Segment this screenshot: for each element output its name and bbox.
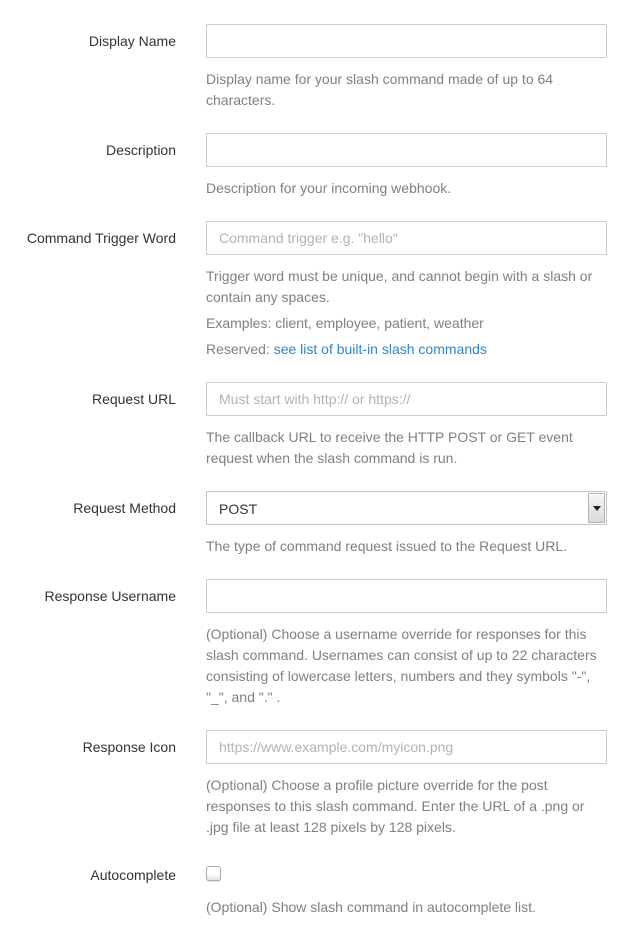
form-group-autocomplete (0, 860, 625, 918)
chevron-down-icon (593, 506, 601, 511)
display-name-input[interactable] (206, 24, 607, 58)
response-username-input[interactable] (206, 579, 607, 613)
response-username-help: (Optional) Choose a username override for responses for this slash command. Usernames can consist of up to 22 characters consisting of lowercase letters, numbers and they symbols "-", "_", and "." . (206, 626, 597, 705)
form-group-request-method (0, 491, 625, 557)
request-method-help: The type of command request issued to the Request URL. (206, 538, 568, 554)
response-username-label: Response Username (44, 588, 176, 604)
trigger-word-label: Command Trigger Word (26, 230, 176, 246)
trigger-help-examples: Examples: client, employee, patient, weather (206, 315, 484, 331)
form-group-response-icon (0, 730, 625, 838)
request-method-label: Request Method (73, 500, 176, 516)
response-icon-label: Response Icon (82, 739, 176, 755)
request-method-select[interactable] (206, 491, 607, 525)
trigger-word-input[interactable] (206, 221, 607, 255)
autocomplete-checkbox[interactable] (206, 866, 221, 881)
form-group-request-url (0, 382, 625, 469)
display-name-label: Display Name (88, 33, 176, 49)
dropdown-button[interactable] (588, 493, 605, 523)
form-group-trigger-word (0, 221, 625, 360)
request-url-input[interactable] (206, 382, 607, 416)
response-icon-help: (Optional) Choose a profile picture override for the post responses to this slash command. Enter the URL of a .png or .jpg file at least 128 pixels by 128 pixels. (206, 777, 585, 835)
form-group-display-name (0, 24, 625, 111)
reserved-prefix: Reserved: (206, 341, 274, 357)
trigger-help-unique: Trigger word must be unique, and cannot begin with a slash or contain any spaces. (206, 268, 593, 305)
autocomplete-label: Autocomplete (90, 867, 176, 883)
form-group-description (0, 133, 625, 199)
request-method-selected-value: POST (219, 501, 258, 517)
response-icon-input[interactable] (206, 730, 607, 764)
autocomplete-help: (Optional) Show slash command in autocomplete list. (206, 899, 536, 915)
builtin-commands-link[interactable]: see list of built-in slash commands (273, 341, 487, 357)
request-url-help: The callback URL to receive the HTTP POST or GET event request when the slash command is run. (206, 429, 573, 466)
request-url-label: Request URL (91, 391, 176, 407)
display-name-help: Display name for your slash command made of up to 64 characters. (206, 71, 554, 108)
form-group-response-username (0, 579, 625, 708)
trigger-help-reserved (206, 339, 607, 360)
description-help: Description for your incoming webhook. (206, 180, 452, 196)
description-label: Description (105, 142, 176, 158)
description-input[interactable] (206, 133, 607, 167)
trigger-word-help (206, 266, 607, 360)
